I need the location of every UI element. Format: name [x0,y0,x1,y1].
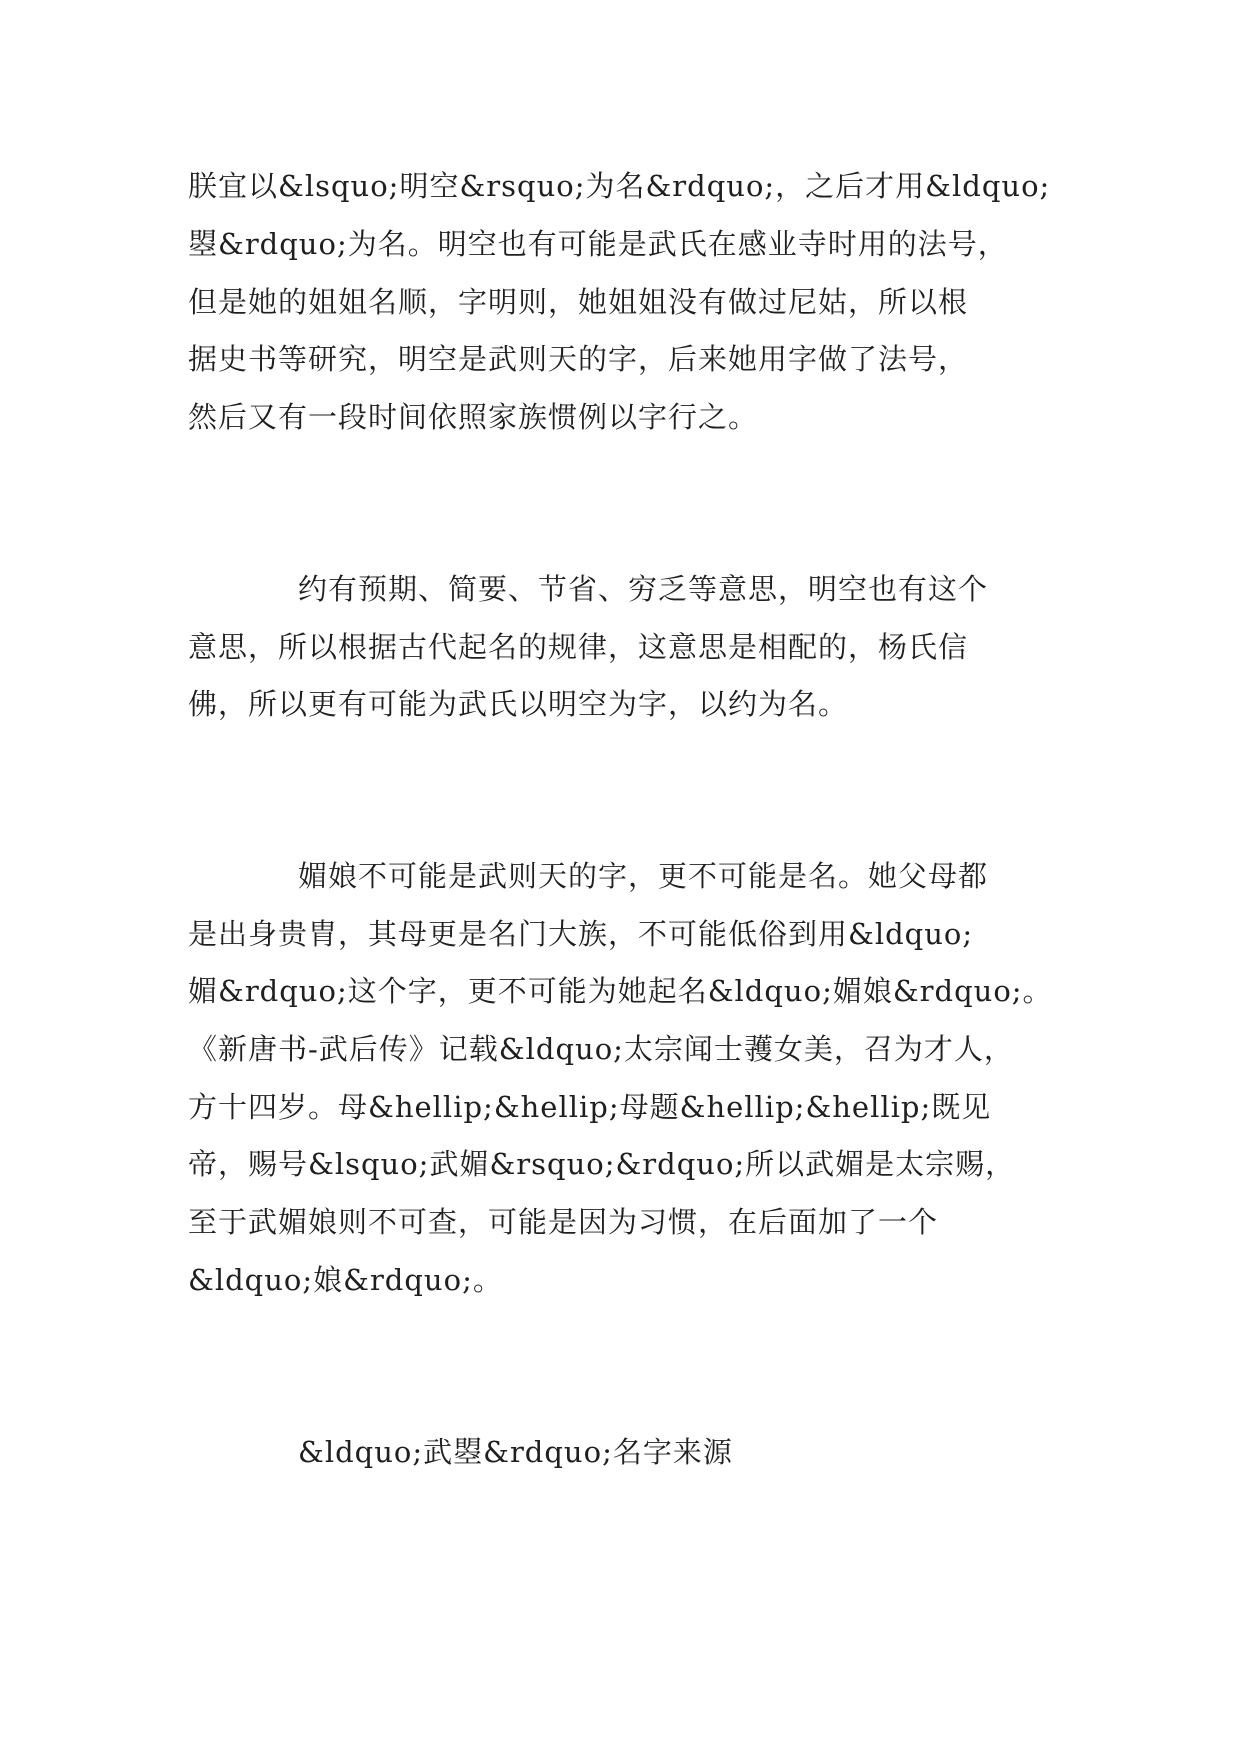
paragraph-line: 朕宜以&lsquo;明空&rsquo;为名&rdquo;，之后才用&ldquo; [188,169,1051,203]
paragraph-line: 据史书等研究，明空是武则天的字，后来她用字做了法号， [188,342,969,376]
section-heading: &ldquo;武曌&rdquo;名字来源 [298,1435,733,1469]
paragraph-line: 佛，所以更有可能为武氏以明空为字，以约为名。 [188,687,849,721]
paragraph-line: 媚&rdquo;这个字，更不可能为她起名&ldquo;媚娘&rdquo;。 [188,974,1053,1008]
paragraph-line: 《新唐书-武后传》记载&ldquo;太宗闻士彟女美，召为才人， [188,1032,1014,1066]
paragraph-line: 媚娘不可能是武则天的字，更不可能是名。她父母都 [298,859,989,893]
paragraph-line: 方十四岁。母&hellip;&hellip;母题&hellip;&hellip;既见 [188,1090,992,1124]
paragraph-line: 但是她的姐姐名顺，字明则，她姐姐没有做过尼姑，所以根 [188,285,969,319]
paragraph-line: 然后又有一段时间依照家族惯例以字行之。 [188,400,759,434]
paragraph-line: 至于武媚娘则不可查，可能是因为习惯，在后面加了一个 [188,1205,939,1239]
paragraph-line: &ldquo;娘&rdquo;。 [188,1263,503,1297]
paragraph-line: 约有预期、简要、节省、穷乏等意思，明空也有这个 [298,572,989,606]
paragraph-line: 意思，所以根据古代起名的规律，这意思是相配的，杨氏信 [188,630,969,664]
paragraph-line: 曌&rdquo;为名。明空也有可能是武氏在感业寺时用的法号， [188,227,1008,261]
paragraph-line: 是出身贵胄，其母更是名门大族，不可能低俗到用&ldquo; [188,917,974,951]
paragraph-line: 帝，赐号&lsquo;武媚&rsquo;&rdquo;所以武媚是太宗赐， [188,1147,1016,1181]
